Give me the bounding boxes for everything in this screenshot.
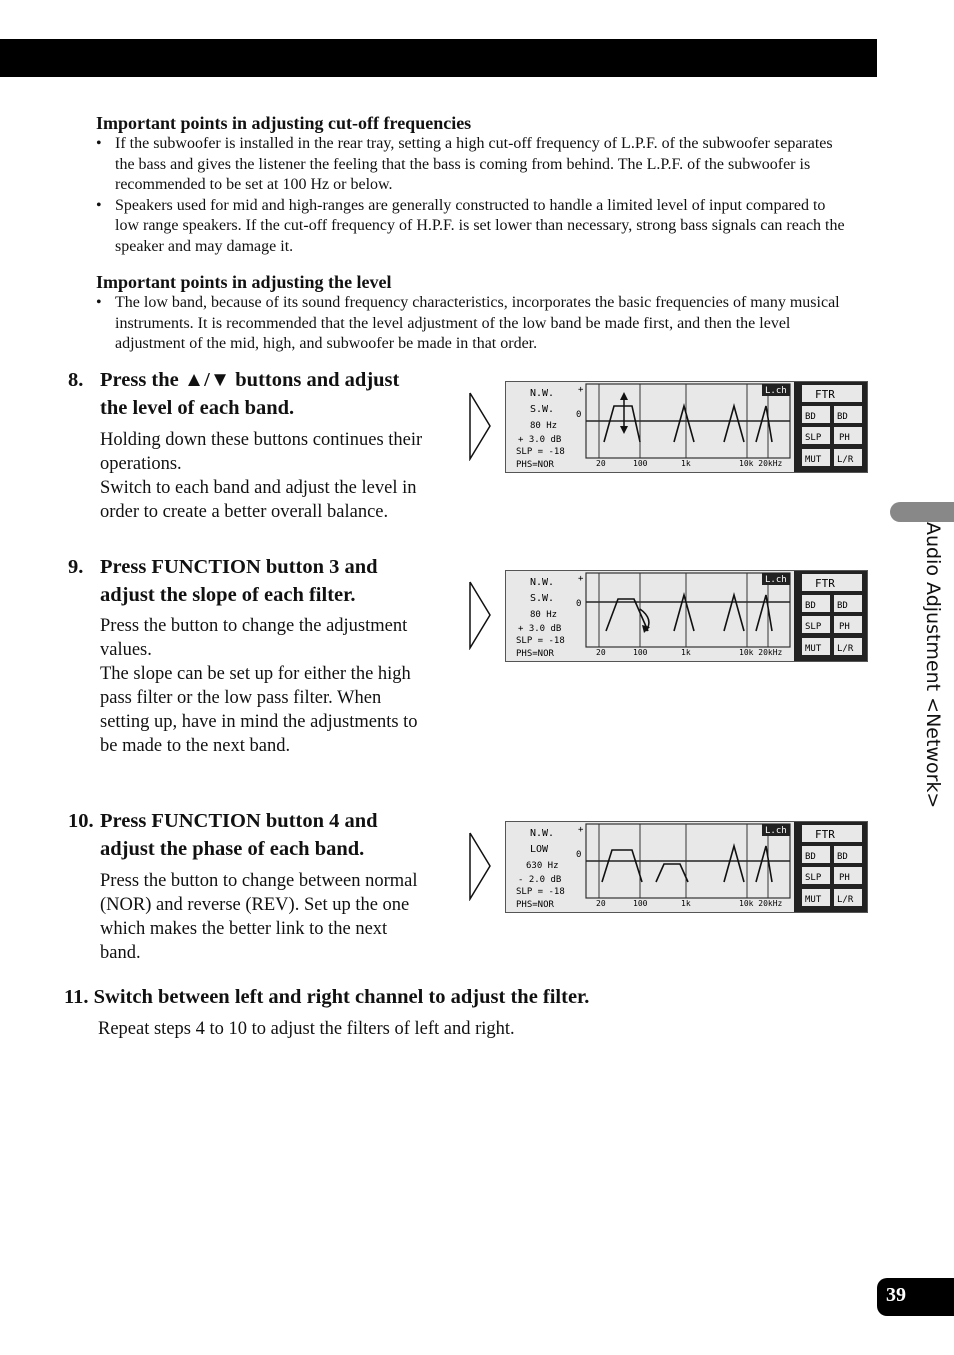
step-number: 9.	[68, 556, 84, 578]
step-paragraph: Switch to each band and adjust the level in order to create a better overall balance.	[100, 478, 417, 522]
step-10-body	[100, 869, 430, 965]
lcd-display	[505, 821, 868, 913]
freq-label: 10k 20kHz	[739, 899, 783, 908]
screen-illustration-level	[468, 381, 868, 476]
lcd-line: 630 Hz	[526, 861, 559, 871]
channel-indicator: L.ch	[765, 826, 787, 836]
menu-mut: MUT	[805, 455, 822, 465]
menu-slp: SLP	[805, 622, 822, 632]
menu-ftr: FTR	[815, 388, 835, 401]
step-number: 10.	[68, 810, 94, 832]
channel-indicator: L.ch	[765, 386, 787, 396]
menu-bd-left: BD	[805, 601, 816, 611]
svg-text:+: +	[578, 574, 584, 584]
menu-ftr: FTR	[815, 828, 835, 841]
menu-bd-right: BD	[837, 412, 848, 422]
lcd-line: SLP = -18	[516, 636, 565, 646]
lcd-display	[505, 570, 868, 662]
freq-label: 100	[633, 648, 648, 657]
menu-lr: L/R	[837, 644, 854, 654]
freq-label: 100	[633, 899, 648, 908]
freq-label: 10k 20kHz	[739, 459, 783, 468]
freq-label: 1k	[681, 899, 691, 908]
eq-curve	[602, 850, 642, 882]
step-paragraph: Holding down these buttons continues their operations.	[100, 430, 423, 474]
section-side-tab	[890, 502, 954, 522]
screen-illustration-phase	[468, 821, 868, 916]
lcd-line: N.W.	[530, 388, 555, 399]
bullet-item: • The low band, because of its sound frequency characteristics, incorporates the basic frequencies of many musical instruments. It is recommended that the level adjustment of the low band be made first, and then the level adjustment of the mid, high, and subwoofer be made in that order.	[96, 293, 846, 355]
eq-curve	[604, 406, 640, 442]
lcd-line: 80 Hz	[530, 421, 558, 431]
menu-ftr: FTR	[815, 577, 835, 590]
step-pointer-arrow-icon	[468, 391, 492, 461]
freq-label: 20	[596, 459, 606, 468]
menu-mut: MUT	[805, 644, 822, 654]
menu-bd-right: BD	[837, 601, 848, 611]
freq-label: 20	[596, 899, 606, 908]
lcd-line: + 3.0 dB	[518, 435, 562, 445]
svg-text:+: +	[578, 385, 584, 395]
screen-illustration-slope	[468, 570, 868, 665]
step-11-body: Repeat steps 4 to 10 to adjust the filters of left and right.	[98, 1019, 515, 1039]
step-title: Press FUNCTION button 3 and adjust the slope of each filter.	[100, 556, 378, 606]
menu-lr: L/R	[837, 455, 854, 465]
bullet-item: • If the subwoofer is installed in the rear tray, setting a high cut-off frequency of L.P.F. of the subwoofer separates the bass and gives the listener the feeling that the bass is coming from behind. The L.P.F. of the subwoofer is recommended to be set at 100 Hz or below.	[96, 134, 846, 196]
lcd-line: S.W.	[530, 404, 555, 415]
lcd-line: PHS=NOR	[516, 900, 554, 910]
svg-text:0: 0	[576, 850, 582, 860]
lcd-line: SLP = -18	[516, 887, 565, 897]
step-title: Press FUNCTION button 4 and adjust the phase of each band.	[100, 810, 378, 860]
lcd-line: SLP = -18	[516, 447, 565, 457]
channel-indicator: L.ch	[765, 575, 787, 585]
section-title-level: Important points in adjusting the level	[96, 272, 392, 292]
freq-label: 100	[633, 459, 648, 468]
menu-bd-right: BD	[837, 852, 848, 862]
lcd-line: PHS=NOR	[516, 460, 554, 470]
menu-slp: SLP	[805, 873, 822, 883]
bullet-item: • Speakers used for mid and high-ranges are generally constructed to handle a limited level of input compared to low range speakers. If the cut-off frequency of H.P.F. is set lower than necessary, strong bass signals can reach the speaker and may damage it.	[96, 196, 846, 258]
freq-label: 20	[596, 648, 606, 657]
step-number: 11.	[64, 986, 89, 1008]
level-bullet-list	[96, 293, 846, 355]
lcd-line: - 2.0 dB	[518, 875, 562, 885]
step-paragraph: The slope can be set up for either the high pass filter or the low pass filter. When setting up, have in mind the adjustments to be made to the next band.	[100, 664, 418, 756]
header-bar	[0, 39, 877, 77]
menu-slp: SLP	[805, 433, 822, 443]
lcd-line: + 3.0 dB	[518, 624, 562, 634]
menu-bd-left: BD	[805, 852, 816, 862]
menu-lr: L/R	[837, 895, 854, 905]
menu-ph: PH	[839, 873, 850, 883]
step-pointer-arrow-icon	[468, 831, 492, 901]
menu-mut: MUT	[805, 895, 822, 905]
step-number: 8.	[68, 369, 84, 391]
lcd-line: LOW	[530, 844, 549, 855]
menu-ph: PH	[839, 622, 850, 632]
menu-ph: PH	[839, 433, 850, 443]
freq-label: 1k	[681, 648, 691, 657]
step-9-body	[100, 614, 430, 758]
step-paragraph: Press the button to change the adjustment values.	[100, 616, 408, 660]
lcd-line: S.W.	[530, 593, 555, 604]
page-number: 39	[886, 1284, 906, 1306]
step-11-heading	[64, 986, 589, 1009]
step-title: Press the ▲/▼ buttons and adjust the level of each band.	[100, 369, 400, 419]
section-side-label: Audio Adjustment <Network>	[922, 522, 944, 809]
section-title-cutoff: Important points in adjusting cut-off frequencies	[96, 113, 472, 133]
step-title: Switch between left and right channel to adjust the filter.	[93, 986, 590, 1008]
menu-bd-left: BD	[805, 412, 816, 422]
step-8-body	[100, 428, 430, 524]
svg-text:0: 0	[576, 410, 582, 420]
freq-label: 10k 20kHz	[739, 648, 783, 657]
step-paragraph: Press the button to change between normal (NOR) and reverse (REV). Set up the one which makes the better link to the next band.	[100, 871, 418, 963]
freq-label: 1k	[681, 459, 691, 468]
lcd-display	[505, 381, 868, 473]
lcd-line: PHS=NOR	[516, 649, 554, 659]
eq-curve	[606, 599, 648, 631]
lcd-line: 80 Hz	[530, 610, 558, 620]
lcd-line: N.W.	[530, 828, 555, 839]
step-pointer-arrow-icon	[468, 580, 492, 650]
lcd-line: N.W.	[530, 577, 555, 588]
cutoff-bullet-list	[96, 134, 846, 258]
svg-text:+: +	[578, 825, 584, 835]
svg-text:0: 0	[576, 599, 582, 609]
